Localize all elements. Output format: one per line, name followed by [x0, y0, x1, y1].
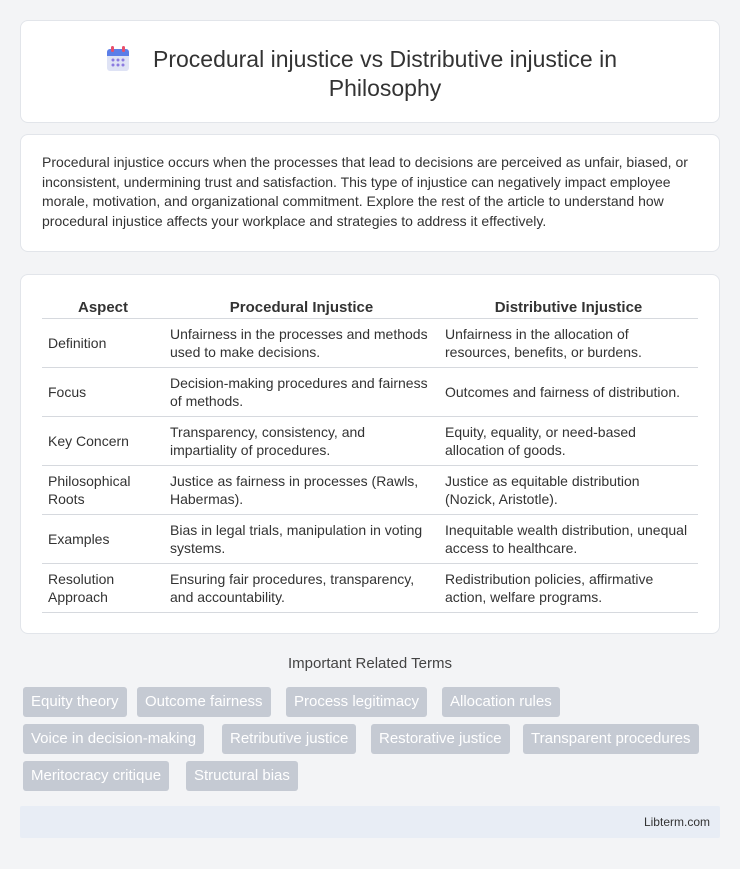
intro-paragraph: Procedural injustice occurs when the processes that lead to decisions are perceived as unfair, biased, or inconsistent, undermining trust and satisfaction. This type of injustice can negatively impact employee morale, motivation, and organizational commitment. Explore the rest of the article to understand how procedural injustice affects your workplace and strategies to address it effectively.	[42, 154, 688, 229]
row-distributive: Equity, equality, or need-based allocation of goods.	[439, 416, 698, 465]
header-distributive: Distributive Injustice	[439, 296, 698, 318]
header-aspect: Aspect	[42, 296, 164, 318]
tag-allocation-rules[interactable]: Allocation rules	[442, 687, 560, 717]
table-row	[42, 465, 698, 514]
row-procedural: Bias in legal trials, manipulation in voting systems.	[164, 514, 439, 563]
row-aspect: Examples	[42, 514, 164, 563]
row-aspect: Resolution Approach	[42, 563, 164, 612]
row-procedural: Decision-making procedures and fairness of methods.	[164, 367, 439, 416]
table-row	[42, 563, 698, 612]
row-procedural: Unfairness in the processes and methods used to make decisions.	[164, 318, 439, 367]
row-aspect: Key Concern	[42, 416, 164, 465]
row-distributive: Inequitable wealth distribution, unequal access to healthcare.	[439, 514, 698, 563]
tag-meritocracy-critique[interactable]: Meritocracy critique	[23, 761, 169, 791]
tag-transparent-procedures[interactable]: Transparent procedures	[523, 724, 699, 754]
title-card	[20, 20, 720, 123]
tag-restorative-justice[interactable]: Restorative justice	[371, 724, 510, 754]
row-distributive: Justice as equitable distribution (Nozick, Aristotle).	[439, 465, 698, 514]
table-row	[42, 514, 698, 563]
row-procedural: Ensuring fair procedures, transparency, and accountability.	[164, 563, 439, 612]
tag-voice-in-decision-making[interactable]: Voice in decision-making	[23, 724, 204, 754]
comparison-table-card	[20, 274, 720, 634]
tag-structural-bias[interactable]: Structural bias	[186, 761, 298, 791]
tag-outcome-fairness[interactable]: Outcome fairness	[137, 687, 271, 717]
row-aspect: Focus	[42, 367, 164, 416]
page-title: Procedural injustice vs Distributive injustice in Philosophy	[152, 46, 618, 101]
tag-equity-theory[interactable]: Equity theory	[23, 687, 127, 717]
intro-card	[20, 134, 720, 252]
row-distributive: Unfairness in the allocation of resources, benefits, or burdens.	[439, 318, 698, 367]
row-procedural: Justice as fairness in processes (Rawls, Habermas).	[164, 465, 439, 514]
row-distributive: Outcomes and fairness of distribution.	[439, 367, 698, 416]
row-aspect: Philosophical Roots	[42, 465, 164, 514]
header-procedural: Procedural Injustice	[164, 296, 439, 318]
table-header-row	[42, 296, 698, 318]
table-row	[42, 367, 698, 416]
table-row	[42, 416, 698, 465]
row-distributive: Redistribution policies, affirmative action, welfare programs.	[439, 563, 698, 612]
row-procedural: Transparency, consistency, and impartiality of procedures.	[164, 416, 439, 465]
related-terms-heading: Important Related Terms	[288, 655, 452, 672]
row-aspect: Definition	[42, 318, 164, 367]
tag-process-legitimacy[interactable]: Process legitimacy	[286, 687, 427, 717]
table-row	[42, 318, 698, 367]
tag-retributive-justice[interactable]: Retributive justice	[222, 724, 356, 754]
footer-site-link[interactable]: Libterm.com	[643, 815, 710, 829]
footer	[20, 806, 720, 838]
comparison-table	[42, 296, 698, 613]
